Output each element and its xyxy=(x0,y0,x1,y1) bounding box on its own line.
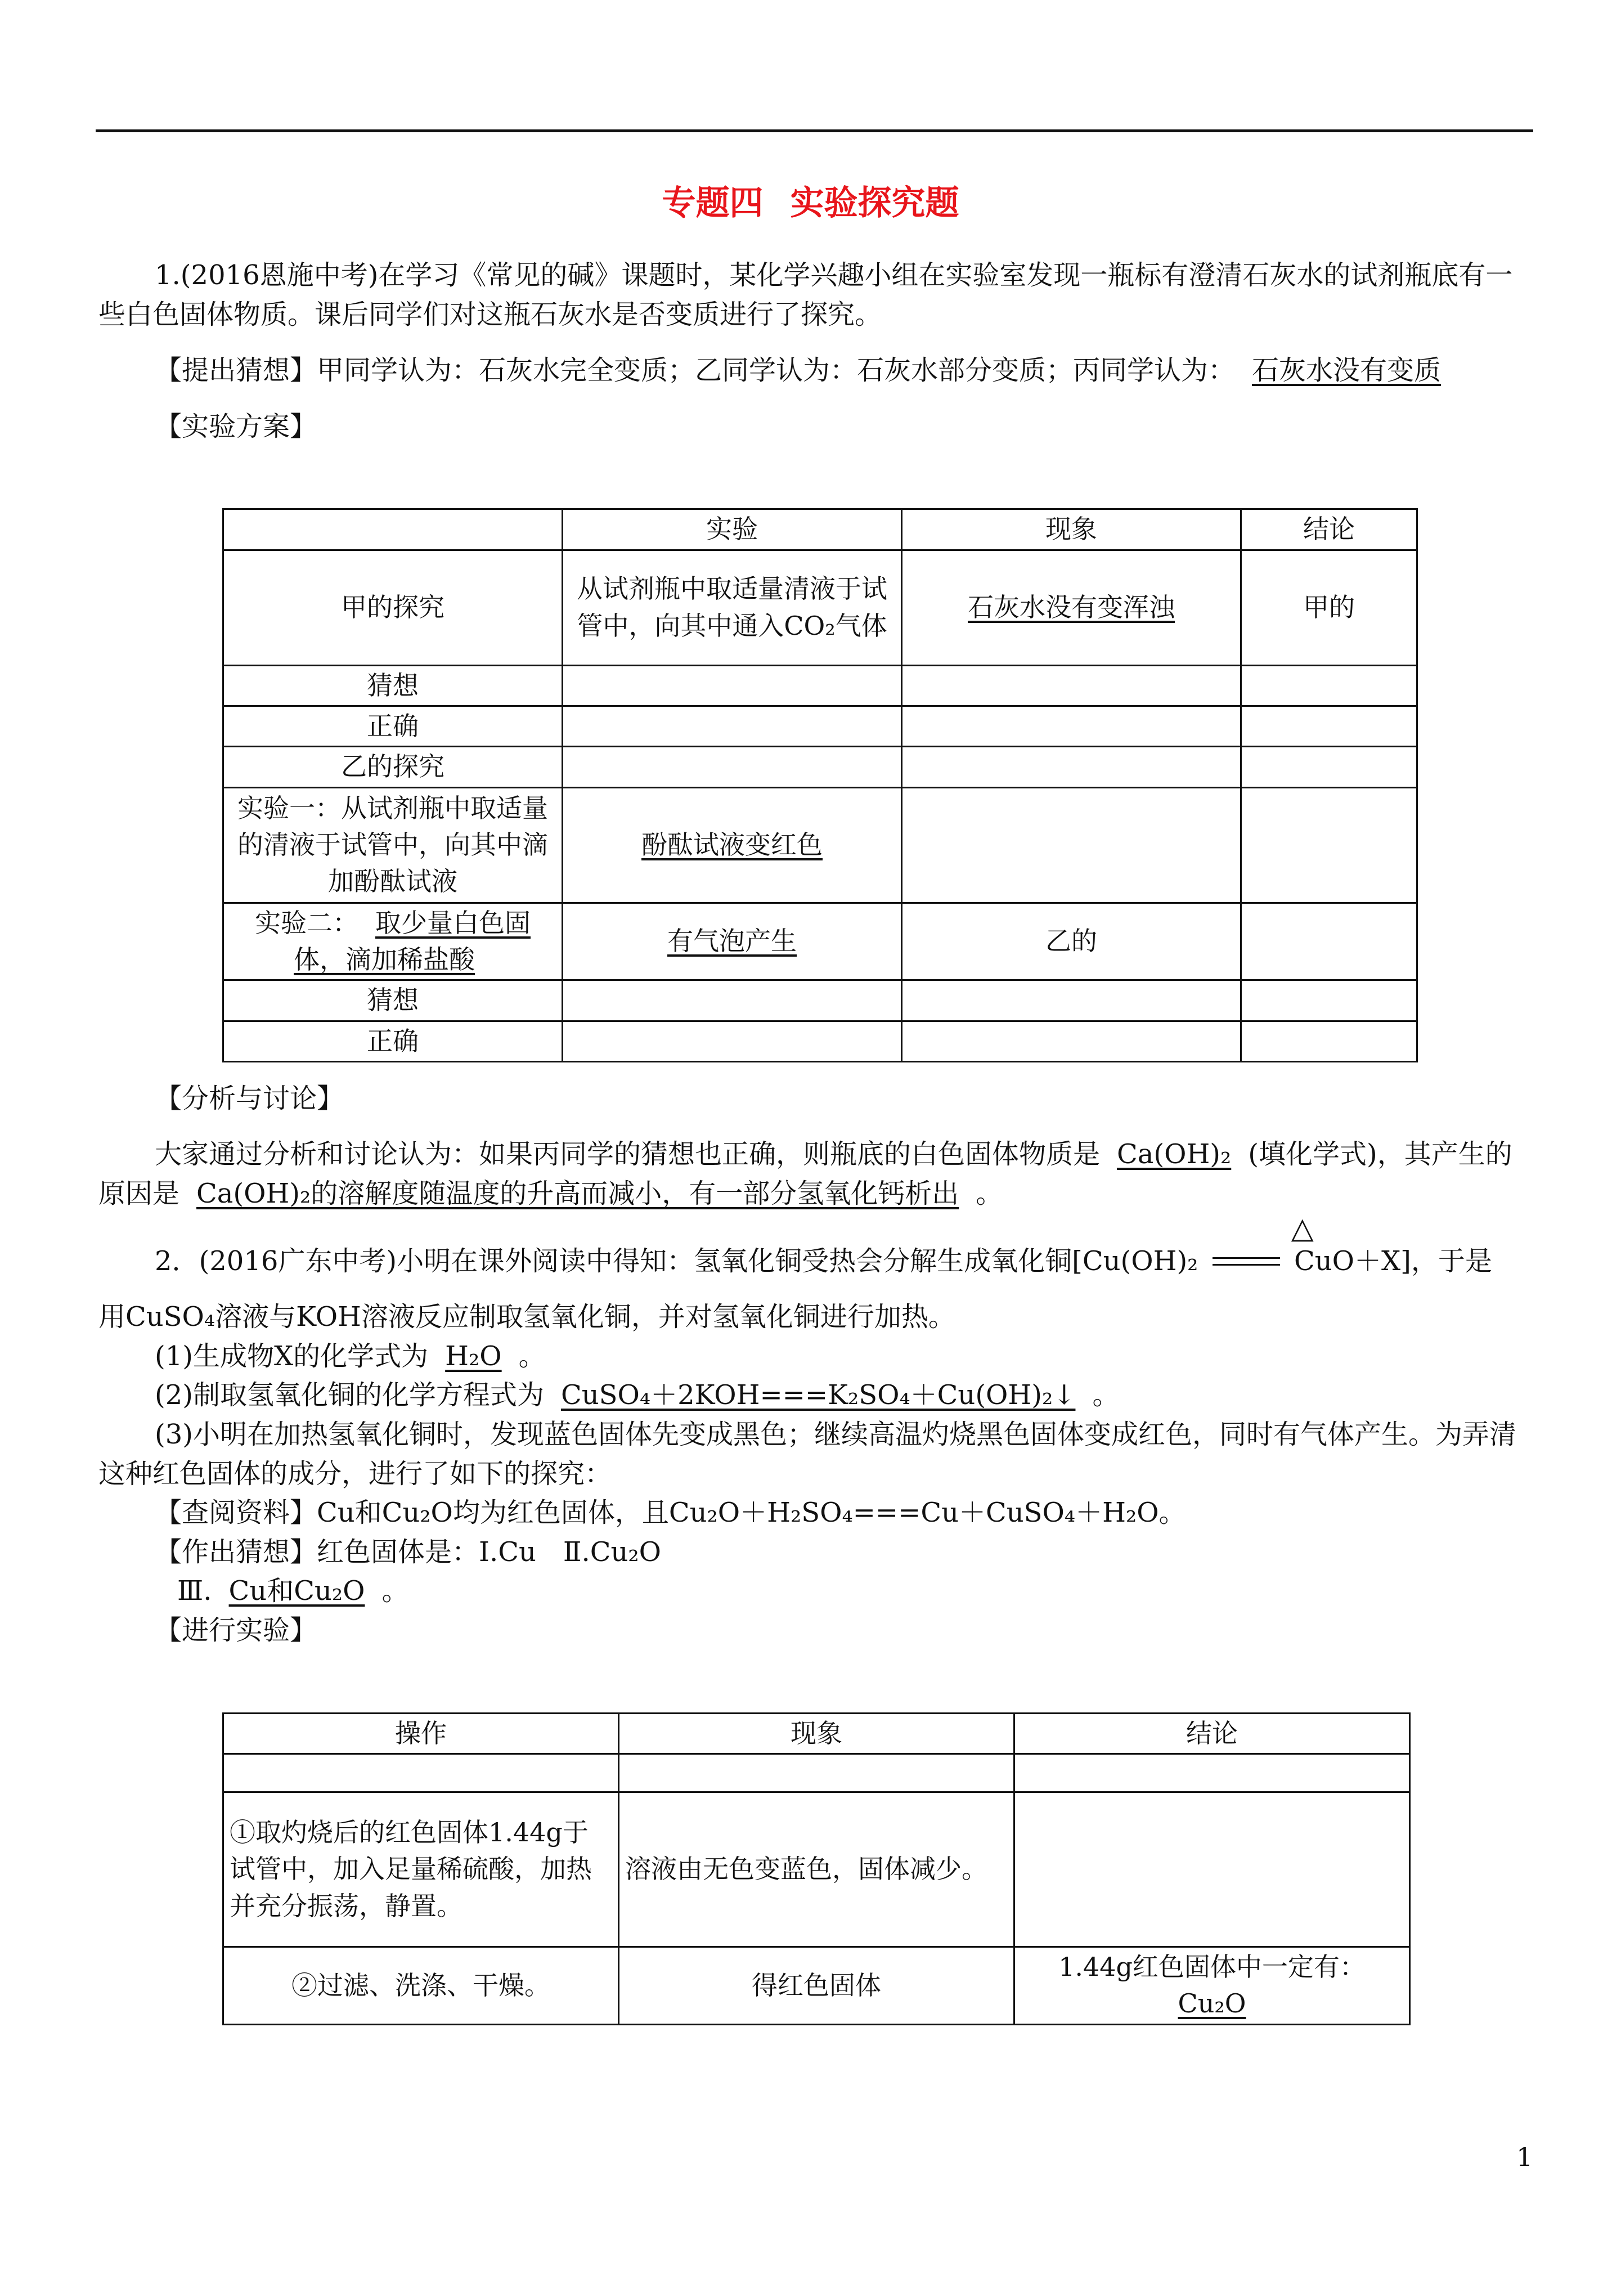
q2-intro xyxy=(98,1212,1533,1281)
table-header-cell xyxy=(223,509,563,550)
q2-step2 xyxy=(98,1376,1533,1415)
table-cell: 甲的 xyxy=(1241,550,1417,665)
guess-text: 。 xyxy=(381,1575,409,1607)
table-cell: 乙的探究 xyxy=(223,747,563,787)
table-cell: 实验一：从试剂瓶中取适量的清液于试管中，向其中滴加酚酞试液 xyxy=(223,787,563,903)
q1-experiment-table xyxy=(222,508,1418,1062)
table-cell xyxy=(1241,903,1417,980)
table-cell: 猜想 xyxy=(223,665,563,706)
table-cell: 猜想 xyxy=(223,980,563,1021)
q2-experiment-heading: 【进行实验】 xyxy=(155,1615,317,1646)
table-row xyxy=(223,665,1417,706)
answer-blank: Ca(OH)₂ xyxy=(1117,1138,1232,1171)
table-header-cell: 现象 xyxy=(619,1713,1014,1754)
table-cell: ①取灼烧后的红色固体1.44g于试管中，加入足量稀硫酸，加热并充分振荡，静置。 xyxy=(223,1792,619,1947)
table-cell xyxy=(902,665,1241,706)
q1-hypothesis-text: 【提出猜想】甲同学认为：石灰水完全变质；乙同学认为：石灰水部分变质；丙同学认为： xyxy=(155,355,1236,387)
table-cell xyxy=(223,1754,619,1792)
step-text: 。 xyxy=(1092,1379,1120,1411)
table-row xyxy=(223,787,1417,903)
table-cell xyxy=(1014,1947,1410,2024)
document-body xyxy=(98,256,1533,2025)
table-cell: 甲的探究 xyxy=(223,550,563,665)
table-row xyxy=(223,1021,1417,1061)
guess-text: Ⅲ. xyxy=(177,1575,212,1607)
table-row xyxy=(223,903,1417,980)
analysis-text: 大家通过分析和讨论认为：如果丙同学的猜想也正确，则瓶底的白色固体物质是 xyxy=(155,1138,1101,1171)
table-cell xyxy=(902,706,1241,747)
q1-hypothesis xyxy=(98,351,1533,391)
table-header-cell: 实验 xyxy=(563,509,902,550)
table-cell: ②过滤、洗涤、干燥。 xyxy=(223,1947,619,2024)
q2-step1 xyxy=(98,1337,1533,1376)
title-part-2: 实验探究题 xyxy=(790,183,959,223)
q1-intro: 1.(2016恩施中考)在学习《常见的碱》课题时，某化学兴趣小组在实验室发现一瓶标有澄清石灰水的试剂瓶底有一些白色固体物质。课后同学们对这瓶石灰水是否变质进行了探究。 xyxy=(98,259,1513,330)
table-cell: 乙的 xyxy=(902,903,1241,980)
table-cell xyxy=(563,706,902,747)
table-cell xyxy=(1241,787,1417,903)
answer-blank: 酚酞试液变红色 xyxy=(641,829,823,860)
q2-guess3 xyxy=(98,1572,1533,1611)
q2-intro-text: CuO＋X]，于是 xyxy=(1294,1245,1492,1277)
table-header-row xyxy=(223,509,1417,550)
table-cell xyxy=(902,980,1241,1021)
table-cell xyxy=(563,747,902,787)
page-title xyxy=(0,179,1621,228)
table-cell xyxy=(1241,1021,1417,1061)
table-row xyxy=(223,550,1417,665)
table-cell xyxy=(1014,1754,1410,1792)
q2-experiment-table xyxy=(222,1712,1411,2025)
table-cell xyxy=(1241,747,1417,787)
q1-plan-heading: 【实验方案】 xyxy=(155,410,317,442)
cell-text: 实验二： xyxy=(255,907,358,938)
q2-step3: (3)小明在加热氢氧化铜时，发现蓝色固体先变成黑色；继续高温灼烧黑色固体变成红色，同时有气体产生。为弄清这种红色固体的成分，进行了如下的探究： xyxy=(98,1419,1516,1490)
answer-blank: Ca(OH)₂的溶解度随温度的升高而减小，有一部分氢氧化钙析出 xyxy=(196,1178,959,1210)
answer-blank: Cu和Cu₂O xyxy=(228,1575,365,1607)
page-number: 1 xyxy=(1516,2142,1533,2172)
title-part-1: 专题四 xyxy=(662,183,764,223)
q2-lookup: 【查阅资料】Cu和Cu₂O均为红色固体，且Cu₂O＋H₂SO₄===Cu＋CuSO₄＋H₂O。 xyxy=(155,1497,1186,1529)
q1-analysis-heading: 【分析与讨论】 xyxy=(155,1082,344,1114)
answer-blank: Cu₂O xyxy=(1178,1988,1246,2019)
answer-blank: 取少量白色固体，滴加稀盐酸 xyxy=(294,907,531,975)
answer-blank: 石灰水没有变浑浊 xyxy=(968,592,1175,623)
table-header-cell: 结论 xyxy=(1241,509,1417,550)
q2-intro-cont: 用CuSO₄溶液与KOH溶液反应制取氢氧化铜，并对氢氧化铜进行加热。 xyxy=(98,1301,955,1333)
table-cell xyxy=(1014,1792,1410,1947)
table-row xyxy=(223,706,1417,747)
table-cell xyxy=(563,980,902,1021)
heat-arrow xyxy=(1207,1212,1314,1274)
table-header-cell: 操作 xyxy=(223,1713,619,1754)
q2-intro-text: 2．(2016广东中考)小明在课外阅读中得知：氢氧化铜受热会分解生成氧化铜[Cu(OH)₂ xyxy=(155,1245,1198,1277)
table-header-cell: 结论 xyxy=(1014,1713,1410,1754)
answer-blank: H₂O xyxy=(445,1340,502,1372)
table-header-row xyxy=(223,1713,1410,1754)
step-text: (2)制取氢氧化铜的化学方程式为 xyxy=(155,1379,544,1411)
q1-hypothesis-answer: 石灰水没有变质 xyxy=(1252,355,1442,387)
table-cell xyxy=(1241,665,1417,706)
table-header-cell: 现象 xyxy=(902,509,1241,550)
table-cell xyxy=(563,903,902,980)
table-cell xyxy=(563,1021,902,1061)
step-text: (1)生成物X的化学式为 xyxy=(155,1340,429,1372)
table-cell: 从试剂瓶中取适量清液于试管中，向其中通入CO₂气体 xyxy=(563,550,902,665)
table-cell xyxy=(902,1021,1241,1061)
table-cell xyxy=(902,747,1241,787)
table-row xyxy=(223,1947,1410,2024)
analysis-text: 。 xyxy=(976,1178,1003,1210)
delta-icon: △ xyxy=(1291,1212,1314,1246)
header-rule xyxy=(96,129,1533,132)
table-cell: 得红色固体 xyxy=(619,1947,1014,2024)
table-row xyxy=(223,1754,1410,1792)
step-text: 。 xyxy=(518,1340,546,1372)
table-cell: 溶液由无色变蓝色，固体减少。 xyxy=(619,1792,1014,1947)
q1-analysis xyxy=(98,1135,1533,1213)
table-row xyxy=(223,980,1417,1021)
table-cell: 正确 xyxy=(223,1021,563,1061)
table-cell xyxy=(902,550,1241,665)
table-cell xyxy=(619,1754,1014,1792)
table-cell xyxy=(1241,706,1417,747)
table-cell xyxy=(902,787,1241,903)
table-cell xyxy=(1241,980,1417,1021)
table-cell xyxy=(563,787,902,903)
table-cell xyxy=(223,903,563,980)
analysis-text: (填化学式)，其产生的原因是 xyxy=(98,1138,1512,1210)
table-row xyxy=(223,747,1417,787)
table-cell xyxy=(563,665,902,706)
cell-text: 1.44g红色固体中一定有： xyxy=(1058,1951,1366,1982)
table-cell: 正确 xyxy=(223,706,563,747)
answer-blank: CuSO₄＋2KOH===K₂SO₄＋Cu(OH)₂↓ xyxy=(561,1379,1076,1411)
q2-guess: 【作出猜想】红色固体是：Ⅰ.Cu Ⅱ.Cu₂O xyxy=(155,1536,661,1568)
table-row xyxy=(223,1792,1410,1947)
answer-blank: 有气泡产生 xyxy=(667,926,797,957)
